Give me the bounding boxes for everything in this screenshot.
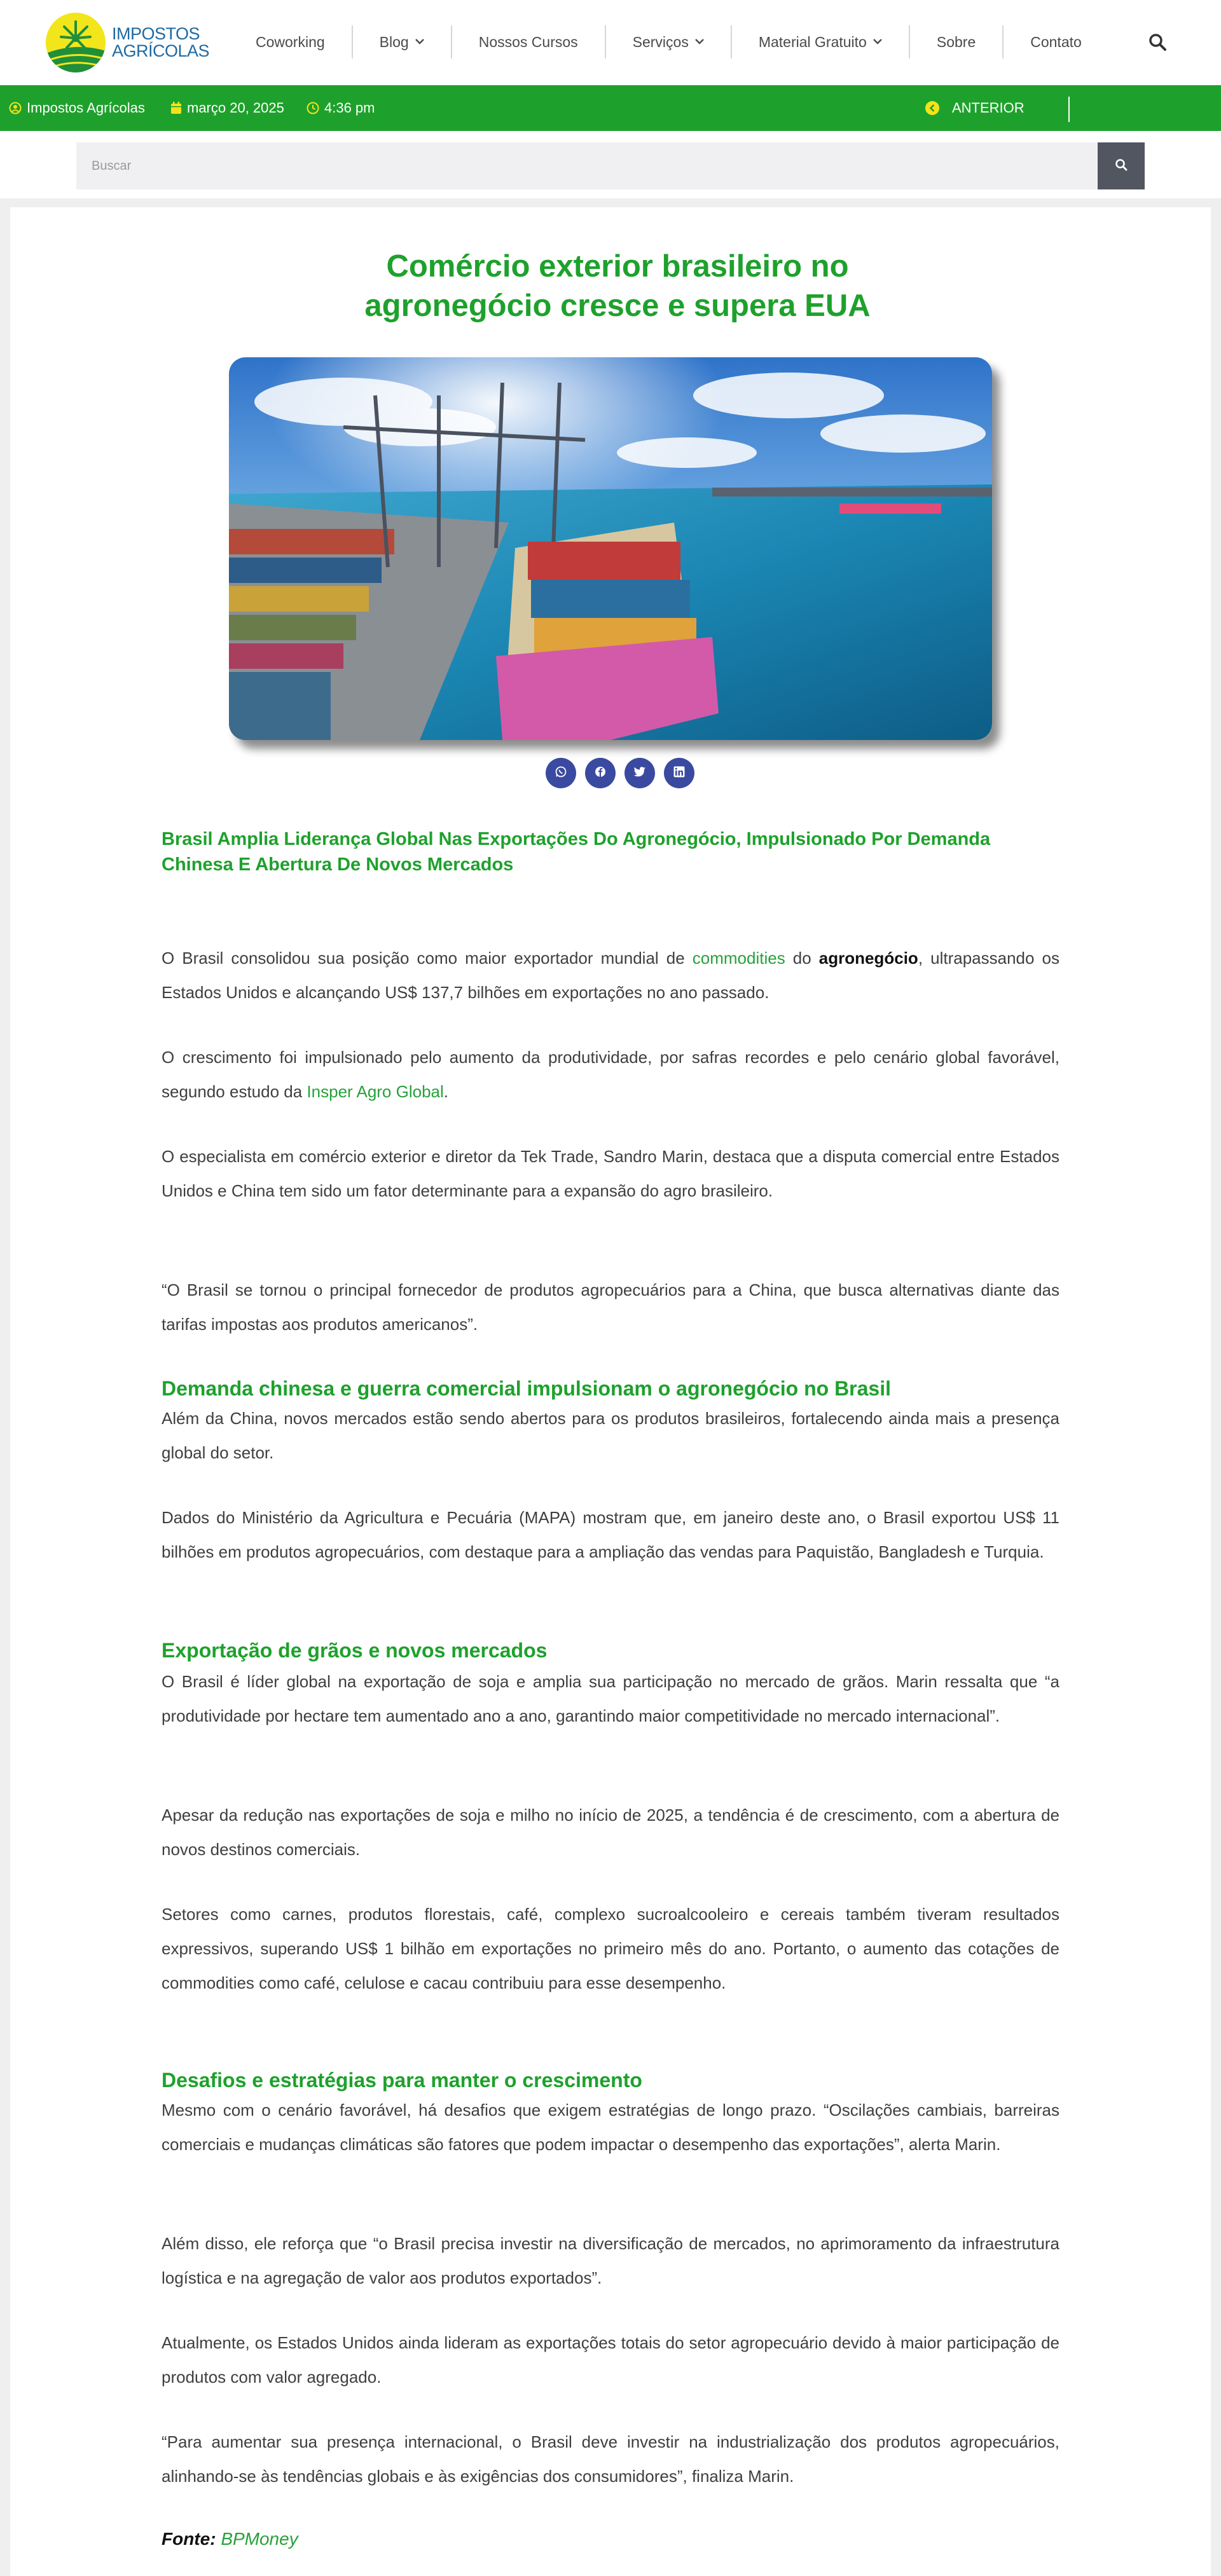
- article: [10, 207, 1211, 2576]
- post-author-name: Impostos Agrícolas: [27, 100, 145, 116]
- nav-item-label: Material Gratuito: [758, 33, 867, 50]
- post-time: [307, 85, 375, 131]
- post-info-bar: [0, 85, 1221, 131]
- article-paragraph: Atualmente, os Estados Unidos ainda lideram as exportações totais do setor agropecuário devido à maior participação de produtos com valor agregado.: [162, 2333, 1059, 2387]
- chevron-down-icon: [873, 36, 882, 48]
- nav-item-sobre[interactable]: [909, 25, 1002, 58]
- article-paragraph: [162, 1040, 1059, 1109]
- article-paragraph: O especialista em comércio exterior e diretor da Tek Trade, Sandro Marin, destaca que a disputa comercial entre Estados Unidos e China tem sido um fator determinante para a expansão do agro brasileiro.: [162, 1147, 1059, 1200]
- facebook-icon: [594, 765, 607, 781]
- search-submit-button[interactable]: [1098, 142, 1145, 189]
- article-subtitle: Brasil Amplia Liderança Global Nas Exportações Do Agronegócio, Impulsionado Por Demanda Chinesa E Abertura De Novos Mercados: [162, 829, 991, 875]
- nav-item-label: Blog: [379, 33, 409, 50]
- nav-item-label: Coworking: [256, 33, 325, 50]
- section-heading: Desafios e estratégias para manter o crescimento: [162, 2069, 642, 2092]
- post-date: [170, 85, 284, 131]
- whatsapp-icon: [555, 765, 567, 781]
- linkedin-icon: [673, 766, 685, 781]
- nav-item-label: Sobre: [936, 33, 976, 50]
- chevron-left-icon: [925, 101, 939, 115]
- section-heading: Exportação de grãos e novos mercados: [162, 1639, 548, 1662]
- article-paragraph: Setores como carnes, produtos florestais, café, complexo sucroalcooleiro e cereais também tiveram resultados expressivos, superando US$ 1 bilhão em exportações no primeiro mês do ano. Portanto, o aumento das cotações de commodities como café, celulose e cacau contribuiu para esse desempenho.: [162, 1905, 1059, 1992]
- article-paragraph: “O Brasil se tornou o principal fornecedor de produtos agropecuários para a China, que busca alternativas diante das tarifas impostas aos produtos americanos”.: [162, 1280, 1059, 1334]
- paragraph-text: do: [785, 949, 819, 968]
- calendar-icon: [170, 102, 182, 114]
- article-paragraph: [162, 941, 1059, 1010]
- paragraph-text: O crescimento foi impulsionado pelo aumento da produtividade, por safras recordes e pelo cenário global favorável, segundo estudo da: [162, 1048, 1059, 1101]
- article-paragraph: Apesar da redução nas exportações de soja e milho no início de 2025, a tendência é de crescimento, com a abertura de novos destinos comerciais.: [162, 1805, 1059, 1859]
- nav-item-nossos-cursos[interactable]: [451, 25, 605, 58]
- article-paragraph: “Para aumentar sua presença internacional, o Brasil deve investir na industrialização dos produtos agropecuários, alinhando-se às tendências globais e às exigências dos consumidores”, finaliza Marin.: [162, 2432, 1059, 2486]
- paragraph-text: O Brasil consolidou sua posição como maior exportador mundial de: [162, 949, 693, 968]
- search-strip: [0, 131, 1221, 198]
- post-date-value: março 20, 2025: [187, 100, 284, 116]
- paragraph-text: , ultrapassando os Estados Unidos e alcançando US$ 137,7 bilhões em exportações no ano passado.: [162, 949, 1059, 1002]
- logo-emblem: [46, 13, 106, 72]
- share-twitter-button[interactable]: [624, 758, 655, 788]
- insper-agro-global-link[interactable]: Insper Agro Global: [307, 1082, 444, 1101]
- post-time-value: 4:36 pm: [324, 100, 375, 116]
- nav-item-label: Serviços: [632, 33, 689, 50]
- article-paragraph: Dados do Ministério da Agricultura e Pecuária (MAPA) mostram que, em janeiro deste ano, o Brasil exportou US$ 11 bilhões em produtos agropecuários, com destaque para a ampliação das vendas para Paquistão, Bangladesh e Turquia.: [162, 1508, 1059, 1561]
- paragraph-bold-text: agronegócio: [818, 949, 918, 968]
- logo-wordmark: [112, 25, 209, 60]
- logo-line-2: AGRÍCOLAS: [112, 41, 210, 60]
- article-source: [162, 2526, 298, 2552]
- search-form: [76, 142, 1145, 189]
- paragraph-text: .: [443, 1082, 449, 1101]
- clock-icon: [307, 102, 319, 114]
- chevron-down-icon: [695, 36, 704, 48]
- nav-item-label: Nossos Cursos: [478, 33, 578, 50]
- article-paragraph: Além disso, ele reforça que “o Brasil precisa investir na diversificação de mercados, no aprimoramento da infraestrutura logística e na agregação de valor aos produtos exportados”.: [162, 2234, 1059, 2287]
- twitter-icon: [633, 766, 646, 781]
- share-buttons: [546, 758, 694, 788]
- article-paragraph: O Brasil é líder global na exportação de soja e amplia sua participação no mercado de grãos. Marin ressalta que “a produtividade por hectare tem aumentado ano a ano, garantindo maior competitividade no mercado internacional”.: [162, 1672, 1059, 1725]
- search-toggle-icon[interactable]: [1145, 29, 1170, 55]
- site-header: [0, 0, 1221, 85]
- share-facebook-button[interactable]: [585, 758, 616, 788]
- info-bar-divider: [1068, 97, 1070, 122]
- nav-item-servicos[interactable]: [605, 25, 731, 58]
- commodities-link[interactable]: commodities: [692, 949, 785, 968]
- user-circle-icon: [9, 102, 22, 114]
- search-icon: [1115, 158, 1128, 174]
- section-heading: Demanda chinesa e guerra comercial impulsionam o agronegócio no Brasil: [162, 1377, 891, 1400]
- nav-item-coworking[interactable]: [229, 25, 352, 58]
- chevron-down-icon: [415, 36, 424, 48]
- nav-item-material-gratuito[interactable]: [731, 25, 909, 58]
- source-link[interactable]: BPMoney: [221, 2529, 298, 2549]
- share-whatsapp-button[interactable]: [546, 758, 576, 788]
- site-logo[interactable]: [46, 11, 210, 74]
- article-title: Comércio exterior brasileiro no agronegócio cresce e supera EUA: [364, 249, 871, 323]
- search-input[interactable]: [76, 142, 1098, 189]
- share-linkedin-button[interactable]: [664, 758, 694, 788]
- post-author[interactable]: [9, 85, 145, 131]
- source-label: Fonte:: [162, 2529, 216, 2549]
- previous-post-label: ANTERIOR: [952, 100, 1024, 116]
- nav-item-blog[interactable]: [352, 25, 451, 58]
- article-paragraph: Além da China, novos mercados estão sendo abertos para os produtos brasileiros, fortalecendo ainda mais a presença global do setor.: [162, 1409, 1059, 1462]
- hero-image: [229, 357, 992, 740]
- previous-post-link[interactable]: [925, 85, 1024, 131]
- logo-line-1: IMPOSTOS: [112, 24, 200, 43]
- nav-item-label: Contato: [1030, 33, 1082, 50]
- main-nav: [229, 25, 1108, 58]
- nav-item-contato[interactable]: [1002, 25, 1108, 58]
- article-paragraph: Mesmo com o cenário favorável, há desafios que exigem estratégias de longo prazo. “Oscilações cambiais, barreiras comerciais e mudanças climáticas são fatores que podem impactar o desempenho das exportações”, alerta Marin.: [162, 2100, 1059, 2154]
